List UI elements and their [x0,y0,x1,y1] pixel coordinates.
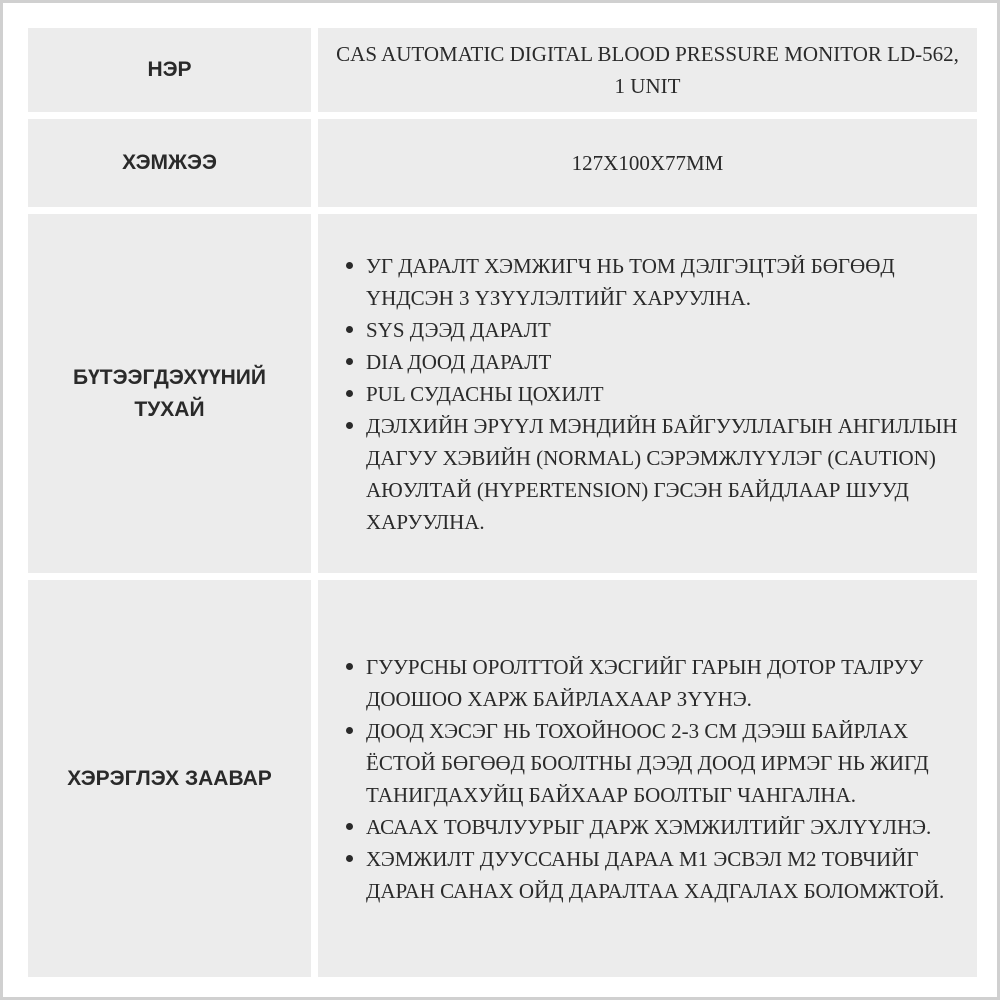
instructions-value [318,580,977,977]
list-item: ХЭМЖИЛТ ДУУССАНЫ ДАРАА M1 ЭСВЭЛ M2 ТОВЧИЙГ ДАРАН САНАХ ОЙД ДАРАЛТАА ХАДГАЛАХ БОЛОМЖТОЙ. [336,843,969,907]
about-list [336,250,969,538]
size-value-text: 127X100X77MM [571,151,724,175]
size-label [28,119,311,207]
list-item: УГ ДАРАЛТ ХЭМЖИГЧ НЬ ТОМ ДЭЛГЭЦТЭЙ БӨГӨӨД ҮНДСЭН 3 ҮЗҮҮЛЭЛТИЙГ ХАРУУЛНА. [336,250,969,314]
about-value [318,214,977,573]
instructions-label [28,580,311,977]
name-value-text: CAS AUTOMATIC DIGITAL BLOOD PRESSURE MONITOR LD-562, 1 UNIT [336,42,959,98]
instructions-label-text: ХЭРЭГЛЭХ ЗААВАР [67,766,272,790]
about-label-text: БҮТЭЭГДЭХҮҮНИЙ ТУХАЙ [73,365,266,421]
list-item: DIA ДООД ДАРАЛТ [336,346,969,378]
instructions-list [336,651,969,907]
name-value [318,28,977,112]
list-item: PUL СУДАСНЫ ЦОХИЛТ [336,378,969,410]
name-label [28,28,311,112]
list-item: SYS ДЭЭД ДАРАЛТ [336,314,969,346]
name-label-text: НЭР [147,58,192,81]
about-label [28,214,311,573]
list-item: ДЭЛХИЙН ЭРҮҮЛ МЭНДИЙН БАЙГУУЛЛАГЫН АНГИЛЛЫН ДАГУУ ХЭВИЙН (NORMAL) СЭРЭМЖЛҮҮЛЭГ (CAUTION) АЮУЛТАЙ (HYPERTENSION) ГЭСЭН БАЙДЛААР ШУУД ХАРУУЛНА. [336,410,969,538]
size-value [318,119,977,207]
size-label-text: ХЭМЖЭЭ [122,151,217,174]
list-item: АСААХ ТОВЧЛУУРЫГ ДАРЖ ХЭМЖИЛТИЙГ ЭХЛҮҮЛНЭ. [336,811,969,843]
list-item: ГУУРСНЫ ОРОЛТТОЙ ХЭСГИЙГ ГАРЫН ДОТОР ТАЛРУУ ДООШОО ХАРЖ БАЙРЛАХААР ЗҮҮНЭ. [336,651,969,715]
list-item: ДООД ХЭСЭГ НЬ ТОХОЙНООС 2-3 СМ ДЭЭШ БАЙРЛАХ ЁСТОЙ БӨГӨӨД БООЛТНЫ ДЭЭД ДООД ИРМЭГ НЬ ЖИГД ТАНИГДАХУЙЦ БАЙХААР БООЛТЫГ ЧАНГАЛНА. [336,715,969,811]
